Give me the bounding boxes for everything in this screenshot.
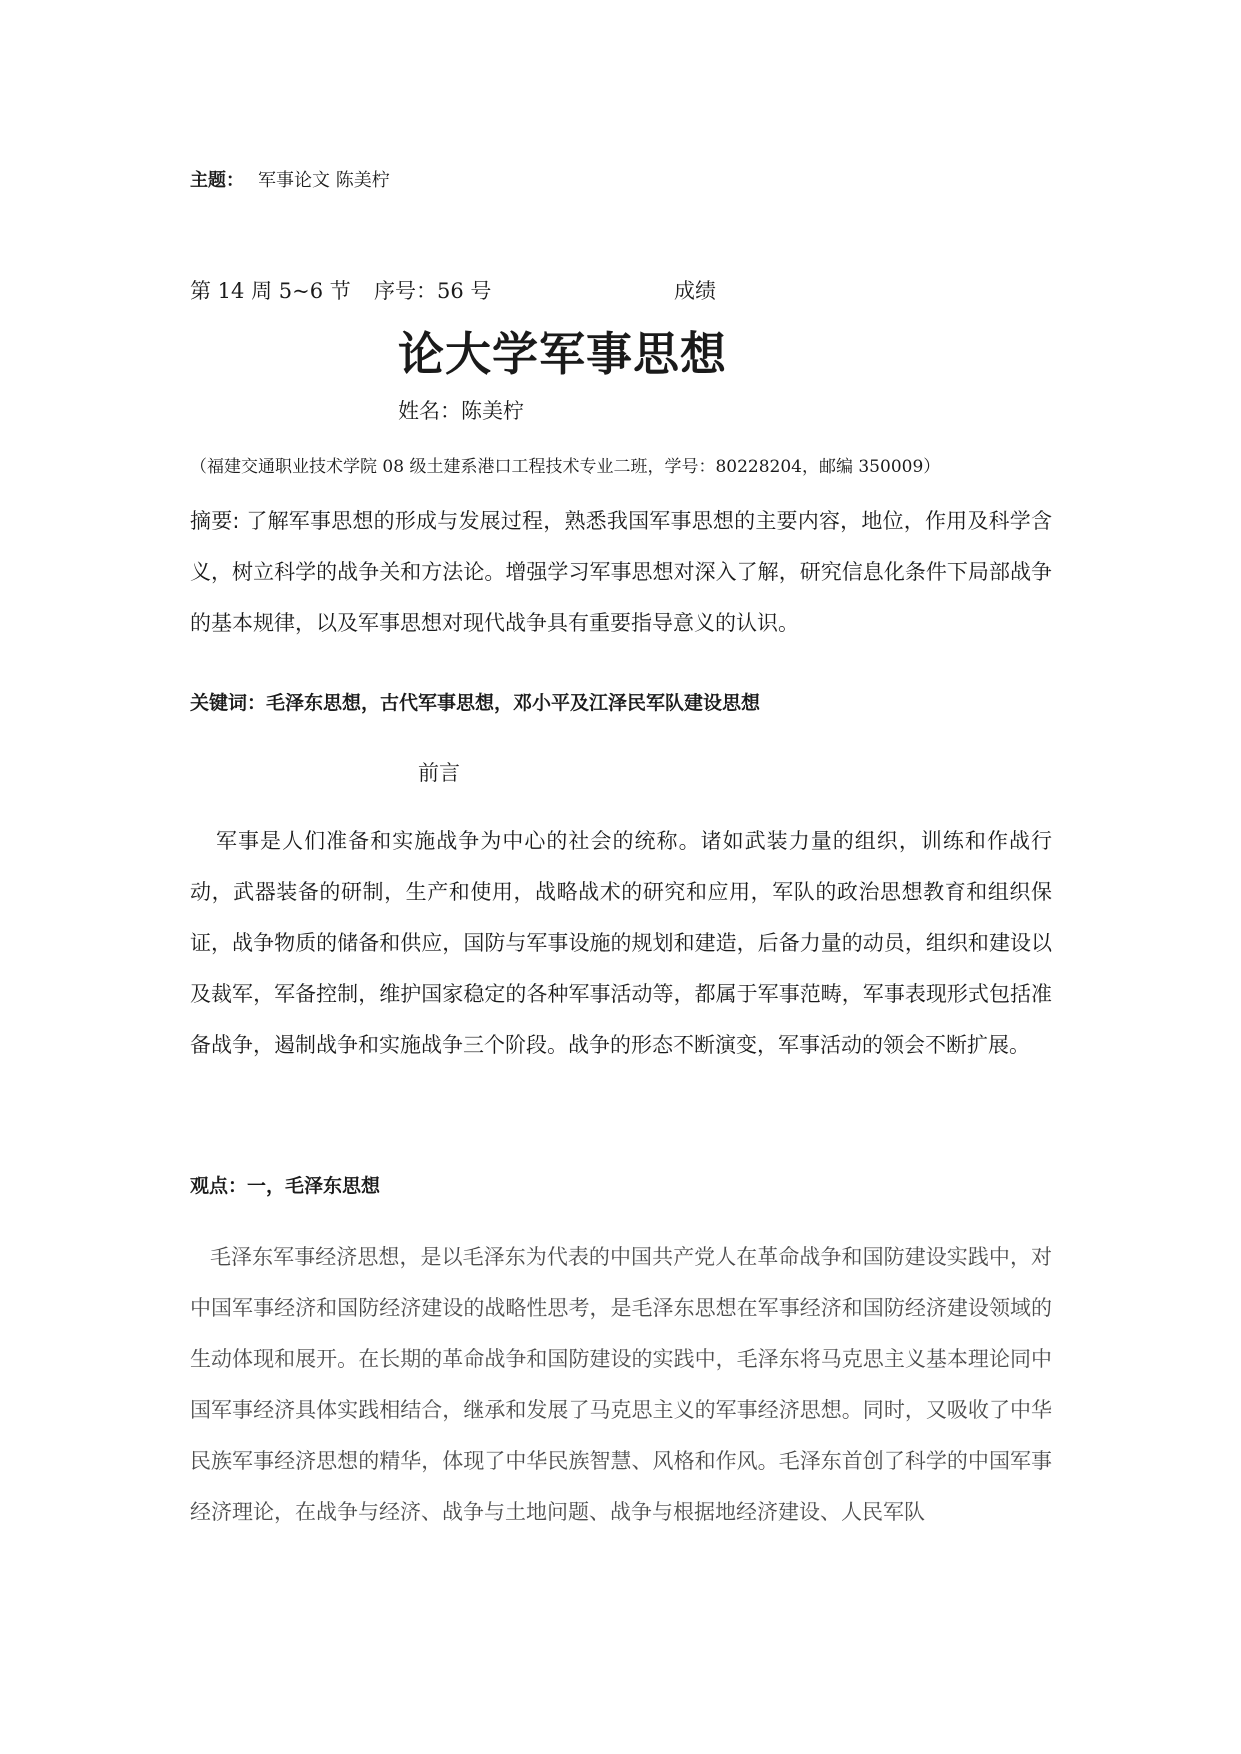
author-affiliation: （福建交通职业技术学院 08 级土建系港口工程技术专业二班，学号：80228204，邮编 350009） [190, 457, 941, 477]
class-info-row [190, 275, 750, 305]
viewpoint-paragraph: 毛泽东军事经济思想，是以毛泽东为代表的中国共产党人在革命战争和国防建设实践中，对中国军事经济和国防经济建设的战略性思考，是毛泽东思想在军事经济和国防经济建设领域的生动体现和展开。在长期的革命战争和国防建设的实践中，毛泽东将马克思主义基本理论同中国军事经济具体实践相结合，继承和发展了马克思主义的军事经济思想。同时，又吸收了中华民族军事经济思想的精华，体现了中华民族智慧、风格和作风。毛泽东首创了科学的中国军事经济理论，在战争与经济、战争与土地问题、战争与根据地经济建设、人民军队 [190, 1245, 1052, 1524]
keywords: 关键词：毛泽东思想，古代军事思想，邓小平及江泽民军队建设思想 [190, 692, 761, 714]
sequence-number: 序号：56 号 [374, 279, 492, 303]
preface-heading: 前言 [418, 761, 460, 785]
page-title: 论大学军事思想 [398, 327, 727, 381]
abstract-text: 了解军事思想的形成与发展过程，熟悉我国军事思想的主要内容，地位，作用及科学含义，树立科学的战争关和方法论。增强学习军事思想对深入了解，研究信息化条件下局部战争的基本规律，以及军事思想对现代战争具有重要指导意义的认识。 [190, 509, 1053, 635]
abstract-label: 摘要: [190, 509, 240, 533]
score-label: 成绩 [674, 279, 716, 303]
subject-value: 军事论文 陈美柠 [258, 170, 390, 191]
week-session: 第 14 周 5~6 节 [190, 279, 351, 303]
subject-line [190, 166, 390, 192]
abstract [190, 496, 1052, 649]
author-name: 姓名：陈美柠 [398, 399, 524, 423]
subject-label: 主题： [190, 170, 244, 191]
section-heading-viewpoint: 观点：一，毛泽东思想 [190, 1175, 381, 1197]
preface-paragraph: 军事是人们准备和实施战争为中心的社会的统称。诸如武装力量的组织，训练和作战行动，武器装备的研制，生产和使用，战略战术的研究和应用，军队的政治思想教育和组织保证，战争物质的储备和供应，国防与军事设施的规划和建造，后备力量的动员，组织和建设以及裁军，军备控制，维护国家稳定的各种军事活动等，都属于军事范畴，军事表现形式包括准备战争，遏制战争和实施战争三个阶段。战争的形态不断演变，军事活动的领会不断扩展。 [190, 829, 1052, 1057]
